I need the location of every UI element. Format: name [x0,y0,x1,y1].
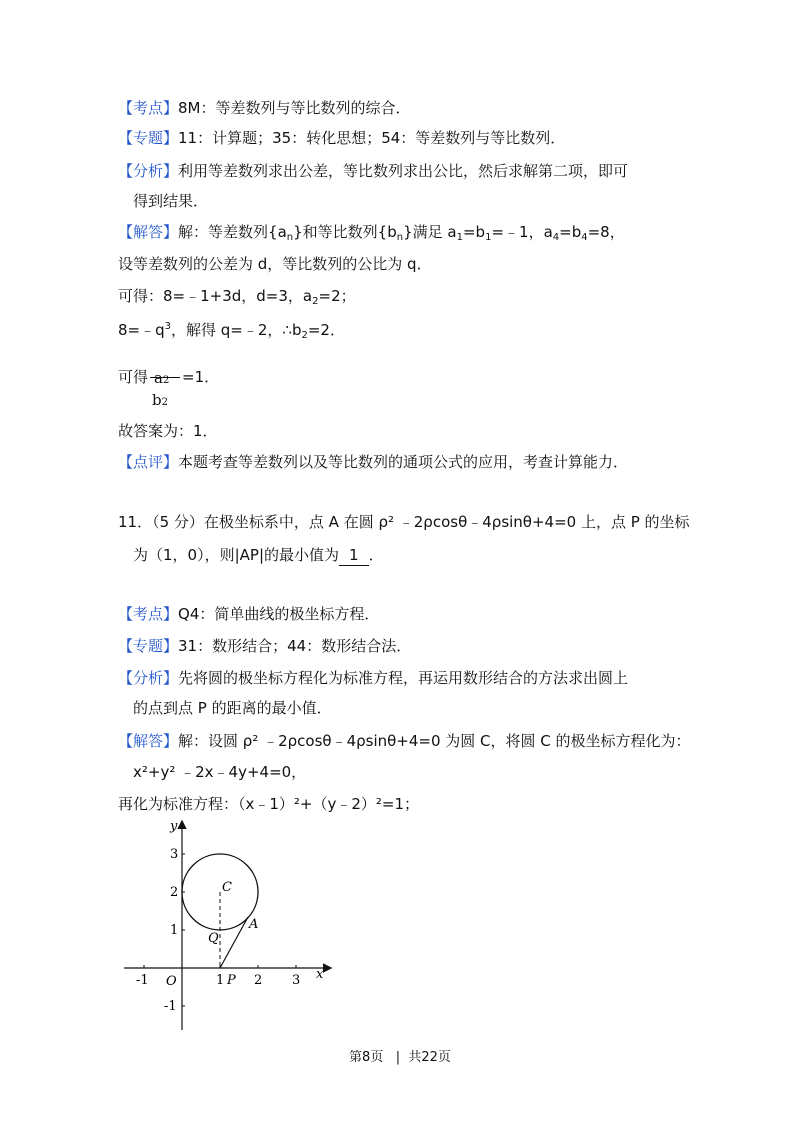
seq-a: {a [268,223,287,241]
cond-part-4: =8， [587,223,625,241]
fenxi-line-1-cont: 得到结果． [133,192,209,210]
jieda-mid: }和等比数列 [293,223,378,241]
y-tick-neg1-label: -1 [164,999,177,1014]
seq-a-sub: n [286,232,294,243]
fenxi-line-1 [118,161,628,181]
x-tick-2-label: 2 [254,973,263,988]
answer-blank: 1 [339,545,369,566]
k2-sub: 2 [301,330,308,341]
sub-4b: 4 [581,232,588,243]
frac-line [118,356,220,409]
x-tick-neg1-label: -1 [136,973,149,988]
x-axis-label: x [316,967,324,982]
kaodian-text: 8M：等差数列与等比数列的综合． [178,99,411,117]
point-p-label: P [227,973,236,988]
kaodian-tag-2: 【考点】 [118,605,179,623]
footer-separator: | [395,1050,401,1065]
fenxi-text-2: 先将圆的极坐标方程化为标准方程，再运用数形结合的方法求出圆上 [178,669,629,687]
point-c-label: C [222,880,232,895]
jieda-text-2: 解：设圆 ρ² ﹣2ρcosθ﹣4ρsinθ+4=0 为圆 C，将圆 C 的极坐标方程化为： [178,732,691,750]
problem-11-line-1: 11．（5 分）在极坐标系中，点 A 在圆 ρ² ﹣2ρcosθ﹣4ρsinθ+4=0 上，点 P 的坐标 [118,513,690,531]
page-number: 第8页 [349,1050,384,1065]
fenxi-line-2 [118,668,628,688]
sub-4: 4 [552,232,560,243]
point-a-label: A [249,917,259,932]
k2-a: 8=﹣q [118,321,165,339]
frac-den-sub: 2 [161,396,168,408]
kaodian-line-1 [118,98,411,118]
jieda-cond: }满足 a [403,223,457,241]
zhuanti-line-2 [118,636,411,656]
fenxi-tag: 【分析】 [118,162,179,180]
problem-11-post: ． [368,546,384,564]
page-footer [0,1046,800,1065]
zhuanti-tag-2: 【专题】 [118,637,179,655]
fenxi-text: 利用等差数列求出公差，等比数列求出公比，然后求解第二项，即可 [178,162,629,180]
frac-num-letter: a [154,368,163,387]
sub-1: 1 [456,232,463,243]
x-tick-3-label: 3 [292,973,301,988]
seq-b: {b [377,223,397,241]
line-k1 [118,286,356,312]
eq-standard: 再化为标准方程：（x﹣1）²+（y﹣2）²=1； [118,795,420,813]
jieda-tag-2: 【解答】 [118,732,179,750]
seq-b-sub: n [396,232,404,243]
y-axis-label: y [170,819,178,834]
frac-pre: 可得 [118,368,149,386]
answer-line: 故答案为：1． [118,422,218,440]
fenxi-tag-2: 【分析】 [118,669,179,687]
k2-c: =2． [307,321,345,339]
kaodian-line-2 [118,604,379,624]
line-k2 [118,317,345,346]
jieda-pre: 解：等差数列 [178,223,269,241]
sub-1b: 1 [485,232,492,243]
zhuanti-tag: 【专题】 [118,129,179,147]
kaodian-tag: 【考点】 [118,99,179,117]
frac-post: =1． [182,368,220,386]
k1-sub: 2 [312,296,319,307]
dianping-text: 本题考查等差数列以及等比数列的通项公式的应用，考查计算能力． [178,453,629,471]
zhuanti-line-1 [118,128,565,148]
dianping-line [118,452,628,472]
jieda-tag: 【解答】 [118,223,179,241]
segment-pa [220,917,248,968]
line-d: 设等差数列的公差为 d，等比数列的公比为 q． [118,255,432,273]
x-tick-1-label: 1 [216,973,225,988]
y-tick-1-label: 1 [170,923,179,938]
cond-part-2: =﹣1，a [491,223,553,241]
frac-bar [150,377,180,378]
problem-11-pre: 为（1，0），则|AP|的最小值为 [133,546,340,564]
k1-b: =2； [318,287,356,305]
origin-label: O [166,974,177,989]
k2-sup: 3 [164,321,172,332]
zhuanti-text-2: 31：数形结合；44：数形结合法． [178,637,412,655]
frac-den-letter: b [152,390,162,409]
fraction [148,357,182,409]
dianping-tag: 【点评】 [118,453,179,471]
zhuanti-text: 11：计算题；35：转化思想；54：等差数列与等比数列． [178,129,566,147]
k2-b: ，解得 q=﹣2，∴b [171,321,302,339]
k1-a: 可得：8=﹣1+3d，d=3，a [118,287,313,305]
kaodian-text-2: Q4：简单曲线的极坐标方程． [178,605,380,623]
jieda-line-2 [118,731,691,751]
fenxi-line-2-cont: 的点到点 P 的距离的最小值． [133,699,332,717]
frac-num-sub: 2 [162,374,170,386]
y-tick-2-label: 2 [170,885,179,900]
circle-figure [118,818,348,1038]
frac-den [152,379,168,424]
point-q-label: Q [208,931,219,946]
jieda-line-1 [118,222,625,248]
eq-general: x²+y² ﹣2x﹣4y+4=0， [133,763,307,781]
problem-11-line-2 [133,545,384,566]
cond-part-3: =b [559,223,582,241]
y-tick-3-label: 3 [170,847,179,862]
page-total: 共22页 [408,1050,451,1065]
cond-part: =b [462,223,486,241]
